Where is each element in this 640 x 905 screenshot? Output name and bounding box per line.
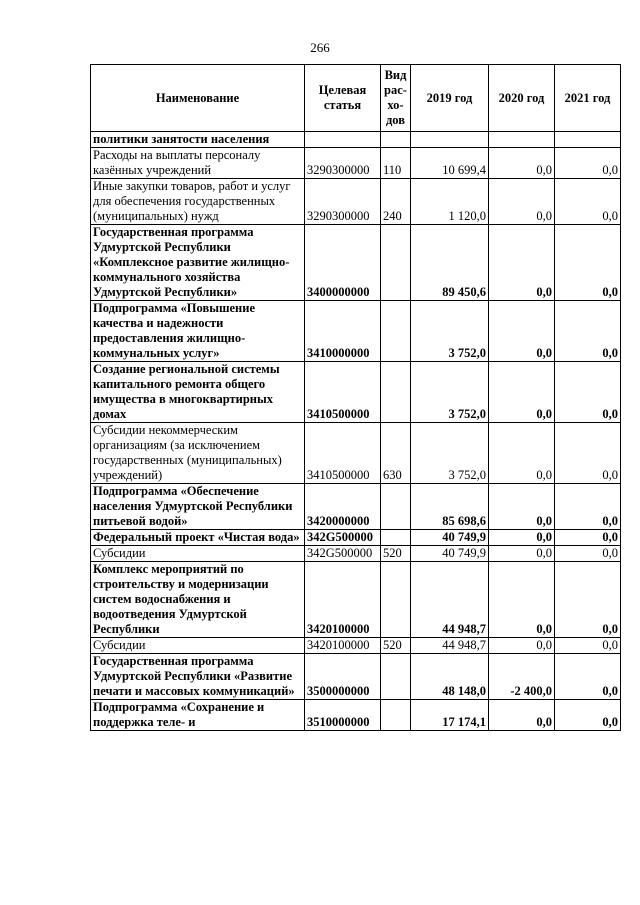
cell-name: Государственная программа Удмуртской Республики «Развитие печати и массовых коммуникаций» [91, 654, 305, 700]
cell-2021: 0,0 [555, 148, 621, 179]
cell-2021: 0,0 [555, 225, 621, 301]
cell-2019: 40 749,9 [411, 546, 489, 562]
cell-code: 3420000000 [305, 484, 381, 530]
cell-name: Иные закупки товаров, работ и услуг для обеспечения государственных (муниципальных) нужд [91, 179, 305, 225]
cell-code: 3400000000 [305, 225, 381, 301]
cell-2019 [411, 132, 489, 148]
cell-2020: 0,0 [489, 423, 555, 484]
page-number: 266 [310, 40, 330, 55]
cell-2021: 0,0 [555, 301, 621, 362]
table-row [91, 638, 621, 654]
cell-2019: 10 699,4 [411, 148, 489, 179]
cell-name: Комплекс мероприятий по строительству и модернизации систем водоснабжения и водоотведения Удмуртской Республики [91, 562, 305, 638]
header-vid: Вид рас-хо-дов [381, 65, 411, 132]
cell-2020: 0,0 [489, 484, 555, 530]
cell-2021: 0,0 [555, 700, 621, 731]
cell-code: 3290300000 [305, 179, 381, 225]
cell-2020: 0,0 [489, 700, 555, 731]
table-header-row [91, 65, 621, 132]
cell-2020: 0,0 [489, 225, 555, 301]
cell-code: 3410000000 [305, 301, 381, 362]
table-row [91, 148, 621, 179]
table-row [91, 654, 621, 700]
cell-2020: 0,0 [489, 301, 555, 362]
cell-2021: 0,0 [555, 362, 621, 423]
cell-2020: -2 400,0 [489, 654, 555, 700]
cell-2019: 89 450,6 [411, 225, 489, 301]
cell-name: Государственная программа Удмуртской Республики «Комплексное развитие жилищно-коммунального хозяйства Удмуртской Республики» [91, 225, 305, 301]
cell-2019: 40 749,9 [411, 530, 489, 546]
cell-name: Создание региональной системы капитального ремонта общего имущества в многоквартирных домах [91, 362, 305, 423]
cell-name: Федеральный проект «Чистая вода» [91, 530, 305, 546]
cell-name: Подпрограмма «Обеспечение населения Удмуртской Республики питьевой водой» [91, 484, 305, 530]
table-row [91, 700, 621, 731]
table-row [91, 301, 621, 362]
cell-2020: 0,0 [489, 179, 555, 225]
cell-vid [381, 362, 411, 423]
cell-2020: 0,0 [489, 546, 555, 562]
cell-vid: 520 [381, 638, 411, 654]
cell-code: 3410500000 [305, 362, 381, 423]
budget-table [90, 64, 621, 731]
cell-2019: 3 752,0 [411, 362, 489, 423]
cell-name: Подпрограмма «Повышение качества и надежности предоставления жилищно-коммунальных услуг» [91, 301, 305, 362]
cell-vid: 630 [381, 423, 411, 484]
cell-2019: 44 948,7 [411, 562, 489, 638]
cell-code: 3420100000 [305, 562, 381, 638]
cell-name: Подпрограмма «Сохранение и поддержка теле- и [91, 700, 305, 731]
cell-2020: 0,0 [489, 530, 555, 546]
cell-vid [381, 225, 411, 301]
cell-2021: 0,0 [555, 530, 621, 546]
cell-name: Субсидии [91, 546, 305, 562]
table-row [91, 362, 621, 423]
cell-code: 3510000000 [305, 700, 381, 731]
cell-name: Субсидии некоммерческим организациям (за исключением государственных (муниципальных) учреждений) [91, 423, 305, 484]
header-name: Наименование [91, 65, 305, 132]
cell-2021: 0,0 [555, 638, 621, 654]
cell-vid [381, 301, 411, 362]
cell-2019: 44 948,7 [411, 638, 489, 654]
cell-2019: 3 752,0 [411, 423, 489, 484]
cell-2019: 85 698,6 [411, 484, 489, 530]
cell-vid [381, 562, 411, 638]
table-row [91, 484, 621, 530]
cell-code: 342G500000 [305, 546, 381, 562]
cell-vid [381, 530, 411, 546]
header-code: Целевая статья [305, 65, 381, 132]
table-row [91, 179, 621, 225]
cell-code: 3410500000 [305, 423, 381, 484]
cell-2020: 0,0 [489, 148, 555, 179]
cell-code: 3290300000 [305, 148, 381, 179]
cell-2019: 1 120,0 [411, 179, 489, 225]
cell-2019: 48 148,0 [411, 654, 489, 700]
cell-2019: 3 752,0 [411, 301, 489, 362]
cell-2021: 0,0 [555, 562, 621, 638]
table-row [91, 562, 621, 638]
cell-2021: 0,0 [555, 179, 621, 225]
header-2019: 2019 год [411, 65, 489, 132]
cell-2020: 0,0 [489, 362, 555, 423]
table-row [91, 132, 621, 148]
table-row [91, 530, 621, 546]
cell-2021 [555, 132, 621, 148]
cell-2021: 0,0 [555, 484, 621, 530]
cell-2020 [489, 132, 555, 148]
cell-vid: 520 [381, 546, 411, 562]
cell-code: 3500000000 [305, 654, 381, 700]
cell-name: политики занятости населения [91, 132, 305, 148]
cell-2021: 0,0 [555, 423, 621, 484]
cell-2019: 17 174,1 [411, 700, 489, 731]
cell-2020: 0,0 [489, 638, 555, 654]
table-row [91, 225, 621, 301]
cell-name: Субсидии [91, 638, 305, 654]
cell-name: Расходы на выплаты персоналу казённых учреждений [91, 148, 305, 179]
cell-vid [381, 132, 411, 148]
cell-2021: 0,0 [555, 654, 621, 700]
cell-2020: 0,0 [489, 562, 555, 638]
cell-vid [381, 700, 411, 731]
cell-vid: 240 [381, 179, 411, 225]
header-2020: 2020 год [489, 65, 555, 132]
header-2021: 2021 год [555, 65, 621, 132]
cell-code: 3420100000 [305, 638, 381, 654]
cell-code: 342G500000 [305, 530, 381, 546]
cell-vid: 110 [381, 148, 411, 179]
cell-vid [381, 484, 411, 530]
table-row [91, 546, 621, 562]
cell-vid [381, 654, 411, 700]
table-body [91, 132, 621, 731]
cell-2021: 0,0 [555, 546, 621, 562]
cell-code [305, 132, 381, 148]
table-row [91, 423, 621, 484]
